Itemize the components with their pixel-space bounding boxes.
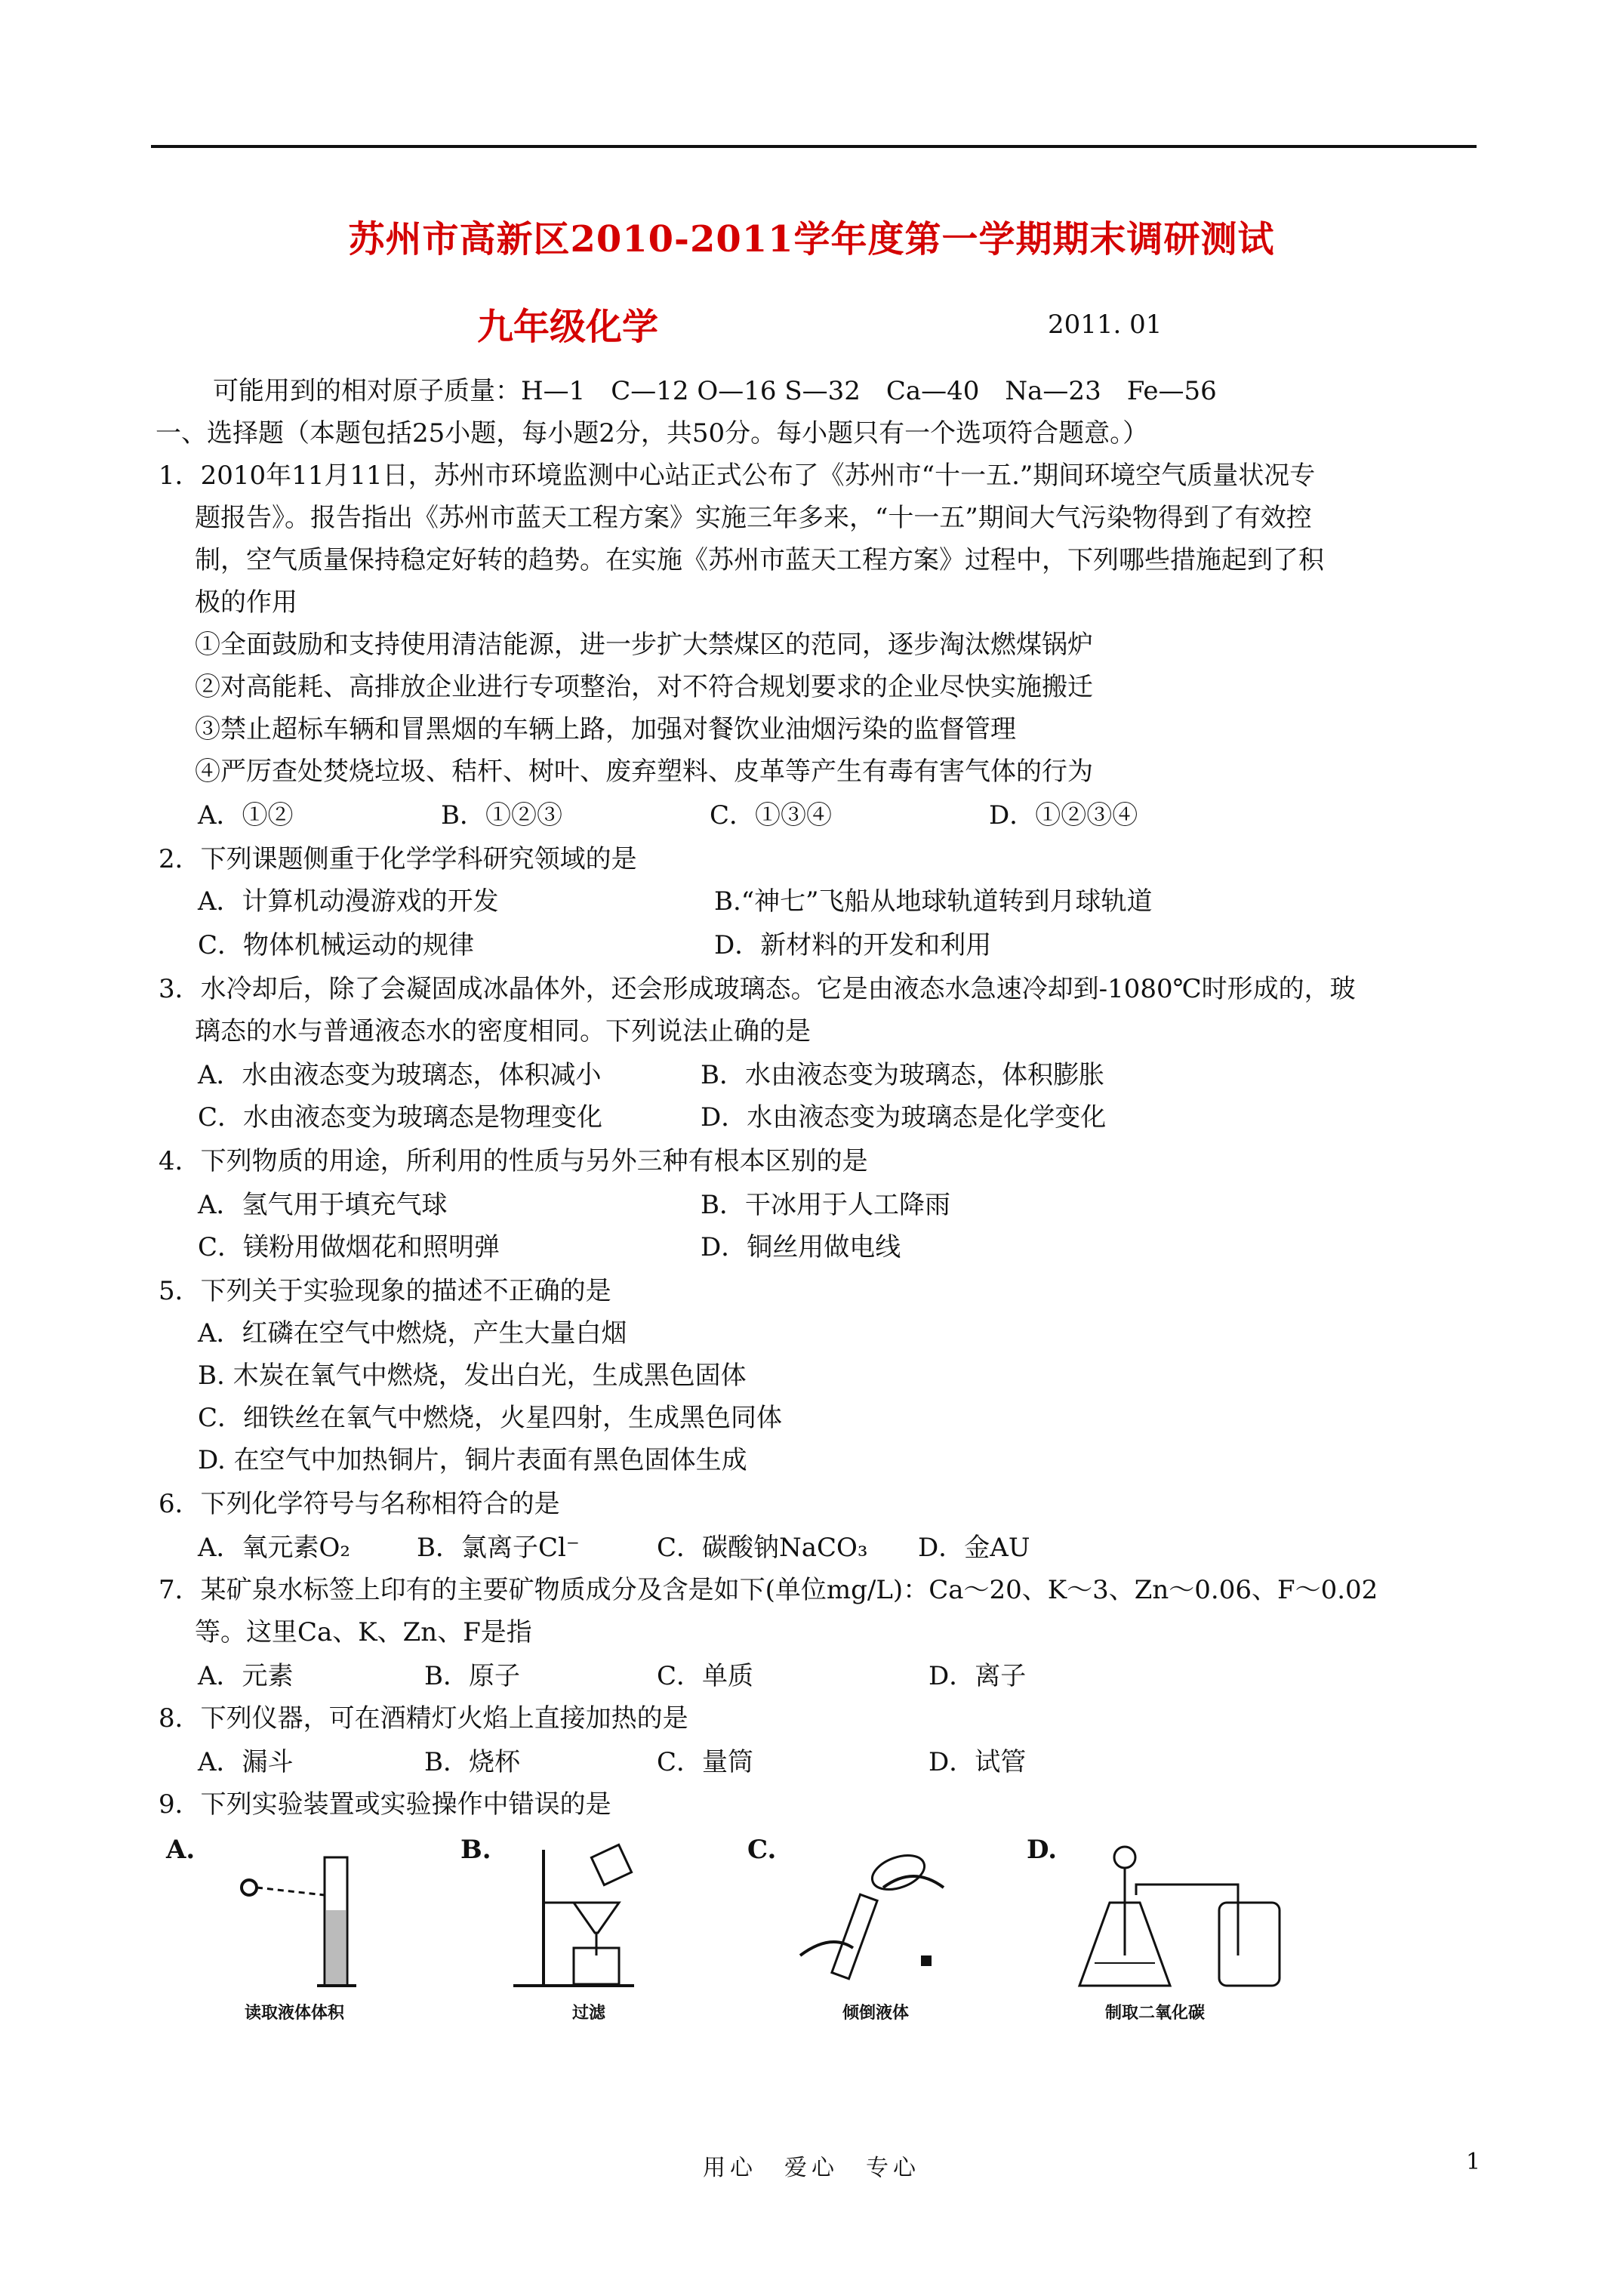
q4-stem: 4．下列物质的用途，所利用的性质与另外三种有根本区别的是 [159,1146,868,1176]
q1-stem-line: 制，空气质量保持稳定好转的趋势。在实施《苏州市蓝天工程方案》过程中，下列哪些措施起到了积 [195,545,1324,575]
q6-option-b: B．氯离子Cl⁻ [417,1533,580,1563]
q5-option-b: B. 木炭在氧气中燃烧，发出白光，生成黑色固体 [198,1361,747,1391]
q4-option-d: D．铜丝用做电线 [701,1232,901,1262]
figure-c-caption: 倾倒液体 [842,2003,909,2023]
q1-stem-line: 极的作用 [195,587,297,618]
q7-option-a: A．元素 [198,1661,294,1691]
figure-d-letter: D. [1027,1835,1058,1865]
filtration-drawing [483,1842,694,1993]
q2-option-d: D．新材料的开发和利用 [714,930,992,960]
q6-option-a: A．氧元素O₂ [198,1533,351,1563]
top-rule [151,145,1477,148]
q7-stem-line: 等。这里Ca、K、Zn、F是指 [195,1617,532,1647]
q7-stem-line: 7．某矿泉水标签上印有的主要矿物质成分及含是如下(单位mg/L)：Ca～20、K～3、Zn～0.06、F～0.02 [159,1575,1378,1605]
figure-b-caption: 过滤 [571,2003,605,2023]
footer-text: 用心 爱心 专心 [703,2155,920,2181]
q2-option-a: A．计算机动漫游戏的开发 [198,886,499,917]
q1-option-a: A．①② [198,800,294,831]
q2-option-b: B.“神七”飞船从地球轨道转到月球轨道 [714,886,1153,917]
q5-option-a: A．红磷在空气中燃烧，产生大量白烟 [198,1318,627,1348]
q7-option-c: C．单质 [657,1661,754,1691]
q2-stem: 2．下列课题侧重于化学学科研究领域的是 [159,844,637,874]
figure-a-read-volume [166,1835,408,2023]
q6-option-d: D．金AU [918,1533,1030,1563]
q5-option-d: D. 在空气中加热铜片，铜片表面有黑色固体生成 [198,1445,747,1475]
co2-apparatus-drawing [1049,1842,1321,1993]
q3-option-a: A．水由液态变为玻璃态，体积减小 [198,1060,602,1090]
q1-item: ①全面鼓励和支持使用清洁能源，进一步扩大禁煤区的范同，逐步淘汰燃煤锅炉 [195,630,1093,660]
q3-option-b: B．水由液态变为玻璃态，体积膨胀 [701,1060,1104,1090]
section-heading: 一、选择题（本题包括25小题，每小题2分，共50分。每小题只有一个选项符合题意。） [156,418,1149,448]
q3-stem-line: 璃态的水与普通液态水的密度相同。下列说法止确的是 [195,1016,811,1046]
q3-option-d: D．水由液态变为玻璃态是化学变化 [701,1102,1107,1133]
q4-option-a: A．氢气用于填充气球 [198,1190,448,1220]
atomic-masses: 可能用到的相对原子质量：H—1 C—12 O—16 S—32 Ca—40 Na—23 Fe—56 [213,376,1217,406]
q3-stem-line: 3．水冷却后，除了会凝固成冰晶体外，还会形成玻璃态。它是由液态水急速冷却到-1080℃时形成的，玻 [159,974,1356,1004]
q3-option-c: C．水由液态变为玻璃态是物理变化 [198,1102,603,1133]
q1-item: ④严厉查处焚烧垃圾、秸杆、树叶、废弃塑料、皮革等产生有毒有害气体的行为 [195,757,1093,787]
q1-option-c: C．①③④ [710,800,833,831]
q8-option-a: A．漏斗 [198,1747,294,1777]
figure-d-caption: 制取二氧化碳 [1104,2003,1205,2023]
q1-item: ②对高能耗、高排放企业进行专项整治，对不符合规划要求的企业尽快实施搬迁 [195,672,1093,702]
q7-option-d: D．离子 [929,1661,1027,1691]
exam-title: 苏州市高新区2010-2011学年度第一学期期末调研测试 [348,218,1275,260]
q8-option-b: B．烧杯 [424,1747,520,1777]
q4-option-b: B．干冰用于人工降雨 [701,1190,950,1220]
q6-option-c: C．碳酸钠NaCO₃ [657,1533,868,1563]
figure-d-co2-apparatus [1027,1835,1329,2023]
figure-b-filtration [460,1835,702,2023]
q1-option-b: B．①②③ [441,800,562,831]
q7-option-b: B．原子 [424,1661,520,1691]
q1-stem-line: 1．2010年11月11日，苏州市环境监测中心站正式公布了《苏州市“十一五.”期间环境空气质量状况专 [159,461,1316,491]
q1-stem-line: 题报告》。报告指出《苏州市蓝天工程方案》实施三年多来，“十一五”期间大气污染物得到了有效控 [195,503,1312,533]
exam-date: 2011. 01 [1048,310,1163,340]
q5-option-c: C．细铁丝在氧气中燃烧，火星四射，生成黑色同体 [198,1403,783,1433]
q5-stem: 5．下列关于实验现象的描述不正确的是 [159,1276,611,1306]
figure-a-caption: 读取液体体积 [244,2003,344,2023]
q1-option-d: D．①②③④ [989,800,1138,831]
q8-option-d: D．试管 [929,1747,1027,1777]
figure-c-pour-liquid [747,1835,989,2023]
q6-stem: 6．下列化学符号与名称相符合的是 [159,1489,560,1519]
figure-c-letter: C. [747,1835,777,1865]
q4-option-c: C．镁粉用做烟花和照明弹 [198,1232,500,1262]
q1-item: ③禁止超标车辆和冒黑烟的车辆上路，加强对餐饮业油烟污染的监督管理 [195,714,1016,744]
figure-a-letter: A. [166,1835,196,1865]
q2-option-c: C．物体机械运动的规律 [198,930,475,960]
figure-b-letter: B. [460,1835,491,1865]
q9-stem: 9．下列实验装置或实验操作中错误的是 [159,1789,611,1820]
pouring-drawing [770,1842,981,1993]
graduated-cylinder-drawing [189,1842,400,1993]
q8-stem: 8．下列仪器，可在酒精灯火焰上直接加热的是 [159,1703,688,1734]
exam-subtitle: 九年级化学 [477,306,659,348]
q8-option-c: C．量筒 [657,1747,754,1777]
page-number: 1 [1466,2149,1481,2175]
